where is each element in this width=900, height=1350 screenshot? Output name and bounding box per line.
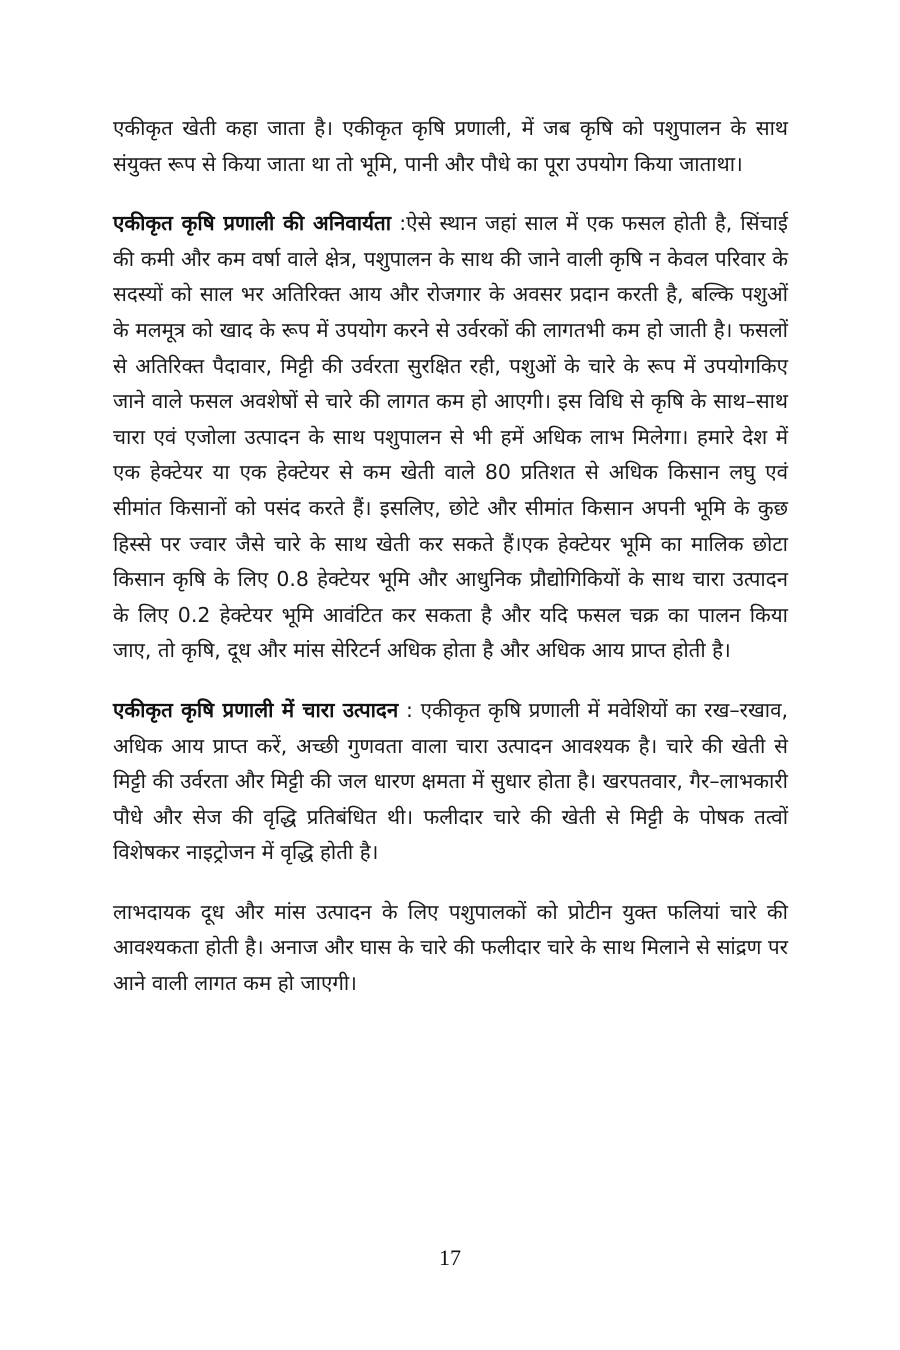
paragraph-text: लाभदायक दूध और मांस उत्पादन के लिए पशुपालकों को प्रोटीन युक्त फलियां चारे की आवश्यकता होती है। अनाज और घास के चारे की फलीदार चारे के साथ मिलाने से सांद्रण पर आने वाली लागत कम हो जाएगी। [113,899,788,996]
paragraph-integrated-farming-intro [113,111,788,182]
section-heading-necessity: एकीकृत कृषि प्रणाली की अनिवार्यता [113,211,391,236]
paragraph-necessity [113,206,788,669]
page-body [113,111,788,1026]
section-heading-fodder-production: एकीकृत कृषि प्रणाली में चारा उत्पादन [113,697,399,722]
paragraph-text: :ऐसे स्थान जहां साल में एक फसल होती है, सिंचाई की कमी और कम वर्षा वाले क्षेत्र, पशुपालन के साथ की जाने वाली कृषि न केवल परिवार के सदस्यों को साल भर अतिरिक्त आय और रोजगार के अवसर प्रदान करती है, बल्कि पशुओं के मलमूत्र को खाद के रूप में उपयोग करने से उर्वरकों की लागतभी कम हो जाती है। फसलों से अतिरिक्त पैदावार, मिट्टी की उर्वरता सुरक्षित रही, पशुओं के चारे के रूप में उपयोगकिए जाने वाले फसल अवशेषों से चारे की लागत कम हो आएगी। इस विधि से कृषि के साथ–साथ चारा एवं एजोला उत्पादन के साथ पशुपालन से भी हमें अधिक लाभ मिलेगा। हमारे देश में एक हेक्टेयर या एक हेक्टेयर से कम खेती वाले 80 प्रतिशत से अधिक किसान लघु एवं सीमांत किसानों को पसंद करते हैं। इसलिए, छोटे और सीमांत किसान अपनी भूमि के कुछ हिस्से पर ज्वार जैसे चारे के साथ खेती कर सकते हैं।एक हेक्टेयर भूमि का मालिक छोटा किसान कृषि के लिए 0.8 हेक्टेयर भूमि और आधुनिक प्रौद्योगिकियों के साथ चारा उत्पादन के लिए 0.2 हेक्टेयर भूमि आवंटित कर सकता है और यदि फसल चक्र का पालन किया जाए, तो कृषि, दूध और मांस सेरिटर्न अधिक होता है और अधिक आय प्राप्त होती है। [113,211,788,663]
paragraph-text: : एकीकृत कृषि प्रणाली में मवेशियों का रख–रखाव, अधिक आय प्राप्त करें, अच्छी गुणवता वाला चारा उत्पादन आवश्यक है। चारे की खेती से मिट्टी की उर्वरता और मिट्टी की जल धारण क्षमता में सुधार होता है। खरपतवार, गैर–लाभकारी पौधे और सेज की वृद्धि प्रतिबंधित थी। फलीदार चारे की खेती से मिट्टी के पोषक तत्वों विशेषकर नाइट्रोजन में वृद्धि होती है। [113,697,788,865]
paragraph-text: एकीकृत खेती कहा जाता है। एकीकृत कृषि प्रणाली, में जब कृषि को पशुपालन के साथ संयुक्त रूप से किया जाता था तो भूमि, पानी और पौधे का पूरा उपयोग किया जाताथा। [113,116,788,176]
paragraph-fodder-production [113,693,788,871]
page-number: 17 [439,1245,461,1270]
paragraph-protein-fodder [113,895,788,1002]
